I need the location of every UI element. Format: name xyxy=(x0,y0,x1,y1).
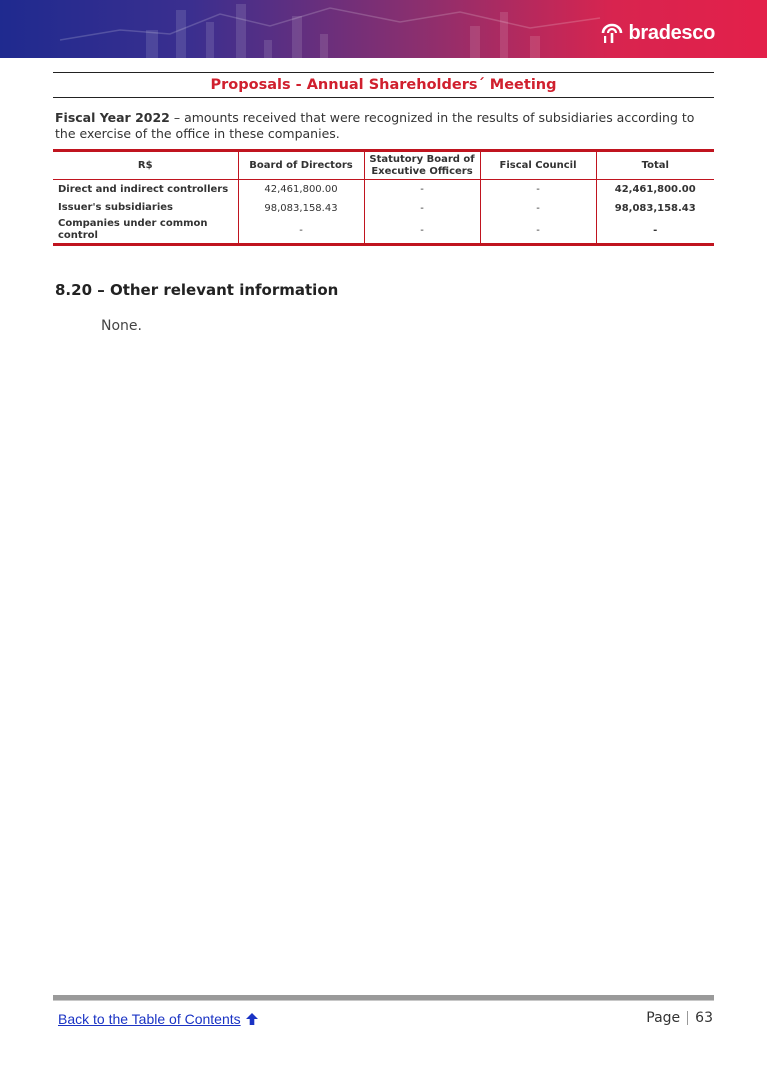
header-banner xyxy=(0,0,767,58)
cell-fiscal: - xyxy=(480,199,596,217)
column-header: Total xyxy=(596,151,714,180)
intro-text: – amounts received that were recognized in the results of subsidiaries according to the exercise of the office in these companies. xyxy=(55,110,695,141)
cell-executive: - xyxy=(364,180,480,200)
table-row xyxy=(53,217,714,245)
table-header-row xyxy=(53,151,714,180)
fiscal-year-label: Fiscal Year 2022 xyxy=(55,110,170,125)
column-header: R$ xyxy=(53,151,238,180)
column-header: Statutory Board of Executive Officers xyxy=(364,151,480,180)
cell-total: - xyxy=(596,217,714,245)
cell-board: 42,461,800.00 xyxy=(238,180,364,200)
cell-total: 42,461,800.00 xyxy=(596,180,714,200)
cell-executive: - xyxy=(364,217,480,245)
table-row xyxy=(53,180,714,200)
section-heading: 8.20 – Other relevant information xyxy=(55,281,339,299)
table-row xyxy=(53,199,714,217)
arrow-up-icon xyxy=(245,1012,259,1026)
bradesco-tree-icon xyxy=(600,21,624,45)
compensation-table xyxy=(53,149,714,246)
cell-fiscal: - xyxy=(480,217,596,245)
intro-paragraph xyxy=(55,110,705,142)
page-separator xyxy=(687,1011,688,1025)
cell-total: 98,083,158.43 xyxy=(596,199,714,217)
row-label: Issuer's subsidiaries xyxy=(58,202,173,213)
cell-board: 98,083,158.43 xyxy=(238,199,364,217)
row-label: Direct and indirect controllers xyxy=(58,183,229,195)
back-to-toc-label: Back to the Table of Contents xyxy=(58,1011,241,1027)
column-header: Fiscal Council xyxy=(480,151,596,180)
document-title-bar xyxy=(53,72,714,98)
page-number-value: 63 xyxy=(695,1010,713,1026)
cell-board: - xyxy=(238,217,364,245)
page-number xyxy=(646,1010,713,1026)
cell-fiscal: - xyxy=(480,180,596,200)
back-to-toc-link[interactable] xyxy=(58,1011,259,1027)
brand-name: bradesco xyxy=(628,21,715,44)
page-label: Page xyxy=(646,1010,681,1026)
document-title: Proposals - Annual Shareholders´ Meeting xyxy=(210,77,557,93)
bradesco-logo xyxy=(600,20,715,46)
footer-divider xyxy=(53,995,714,1001)
cell-executive: - xyxy=(364,199,480,217)
column-header: Board of Directors xyxy=(238,151,364,180)
section-body-text: None. xyxy=(101,318,142,334)
row-label: Companies under common control xyxy=(58,218,208,241)
